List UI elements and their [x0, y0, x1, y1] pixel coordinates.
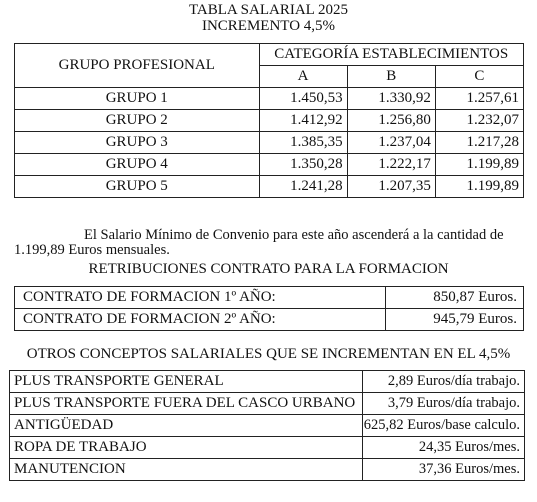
concept-label: PLUS TRANSPORTE FUERA DEL CASCO URBANO	[10, 393, 363, 415]
salary-c: 1.199,89	[435, 176, 523, 198]
group-header: GRUPO PROFESIONAL	[15, 44, 260, 88]
table-row	[15, 110, 524, 132]
contract-label: CONTRATO DE FORMACION 1º AÑO:	[15, 287, 386, 309]
salary-table	[14, 43, 524, 198]
contract-label: CONTRATO DE FORMACION 2º AÑO:	[15, 309, 386, 331]
table-row	[10, 371, 525, 393]
group-name: GRUPO 5	[15, 176, 260, 198]
contract-amount: 945,79 Euros.	[386, 309, 524, 331]
salary-c: 1.257,61	[435, 88, 523, 110]
table-row	[10, 415, 525, 437]
concept-amount: 24,35 Euros/mes.	[363, 437, 525, 459]
category-header: CATEGORÍA ESTABLECIMIENTOS	[259, 44, 524, 66]
salary-a: 1.412,92	[259, 110, 347, 132]
salary-a: 1.450,53	[259, 88, 347, 110]
other-concepts-table	[9, 370, 525, 481]
table-row	[15, 309, 524, 331]
salary-b: 1.222,17	[347, 154, 435, 176]
concept-amount: 37,36 Euros/mes.	[363, 459, 525, 481]
group-name: GRUPO 1	[15, 88, 260, 110]
training-contract-table	[14, 286, 524, 331]
table-row	[10, 437, 525, 459]
salary-b: 1.256,80	[347, 110, 435, 132]
document-subtitle: INCREMENTO 4,5%	[201, 18, 336, 34]
table-row	[15, 287, 524, 309]
table-row	[15, 176, 524, 198]
concept-amount: 625,82 Euros/base calculo.	[363, 415, 525, 437]
table-row	[10, 459, 525, 481]
table-row	[15, 132, 524, 154]
column-header-a: A	[259, 66, 347, 88]
salary-c: 1.217,28	[435, 132, 523, 154]
column-header-c: C	[435, 66, 523, 88]
salary-c: 1.232,07	[435, 110, 523, 132]
group-name: GRUPO 4	[15, 154, 260, 176]
other-concepts-heading: OTROS CONCEPTOS SALARIALES QUE SE INCREMENTAN EN EL 4,5%	[26, 346, 511, 362]
concept-amount: 3,79 Euros/día trabajo.	[363, 393, 525, 415]
minimum-wage-line-2: 1.199,89 Euros mensuales.	[14, 242, 170, 258]
salary-a: 1.241,28	[259, 176, 347, 198]
group-name: GRUPO 2	[15, 110, 260, 132]
salary-a: 1.350,28	[259, 154, 347, 176]
salary-a: 1.385,35	[259, 132, 347, 154]
salary-b: 1.237,04	[347, 132, 435, 154]
group-name: GRUPO 3	[15, 132, 260, 154]
minimum-wage-line-1: El Salario Mínimo de Convenio para este año ascenderá a la cantidad de	[84, 227, 504, 243]
concept-amount: 2,89 Euros/día trabajo.	[363, 371, 525, 393]
column-header-b: B	[347, 66, 435, 88]
salary-b: 1.207,35	[347, 176, 435, 198]
concept-label: PLUS TRANSPORTE GENERAL	[10, 371, 363, 393]
training-heading: RETRIBUCIONES CONTRATO PARA LA FORMACION	[88, 261, 449, 277]
table-row	[15, 154, 524, 176]
contract-amount: 850,87 Euros.	[386, 287, 524, 309]
salary-c: 1.199,89	[435, 154, 523, 176]
concept-label: MANUTENCION	[10, 459, 363, 481]
table-row	[10, 393, 525, 415]
table-header-row	[15, 44, 524, 66]
table-row	[15, 88, 524, 110]
concept-label: ANTIGÜEDAD	[10, 415, 363, 437]
concept-label: ROPA DE TRABAJO	[10, 437, 363, 459]
salary-b: 1.330,92	[347, 88, 435, 110]
document-title: TABLA SALARIAL 2025	[188, 2, 349, 18]
